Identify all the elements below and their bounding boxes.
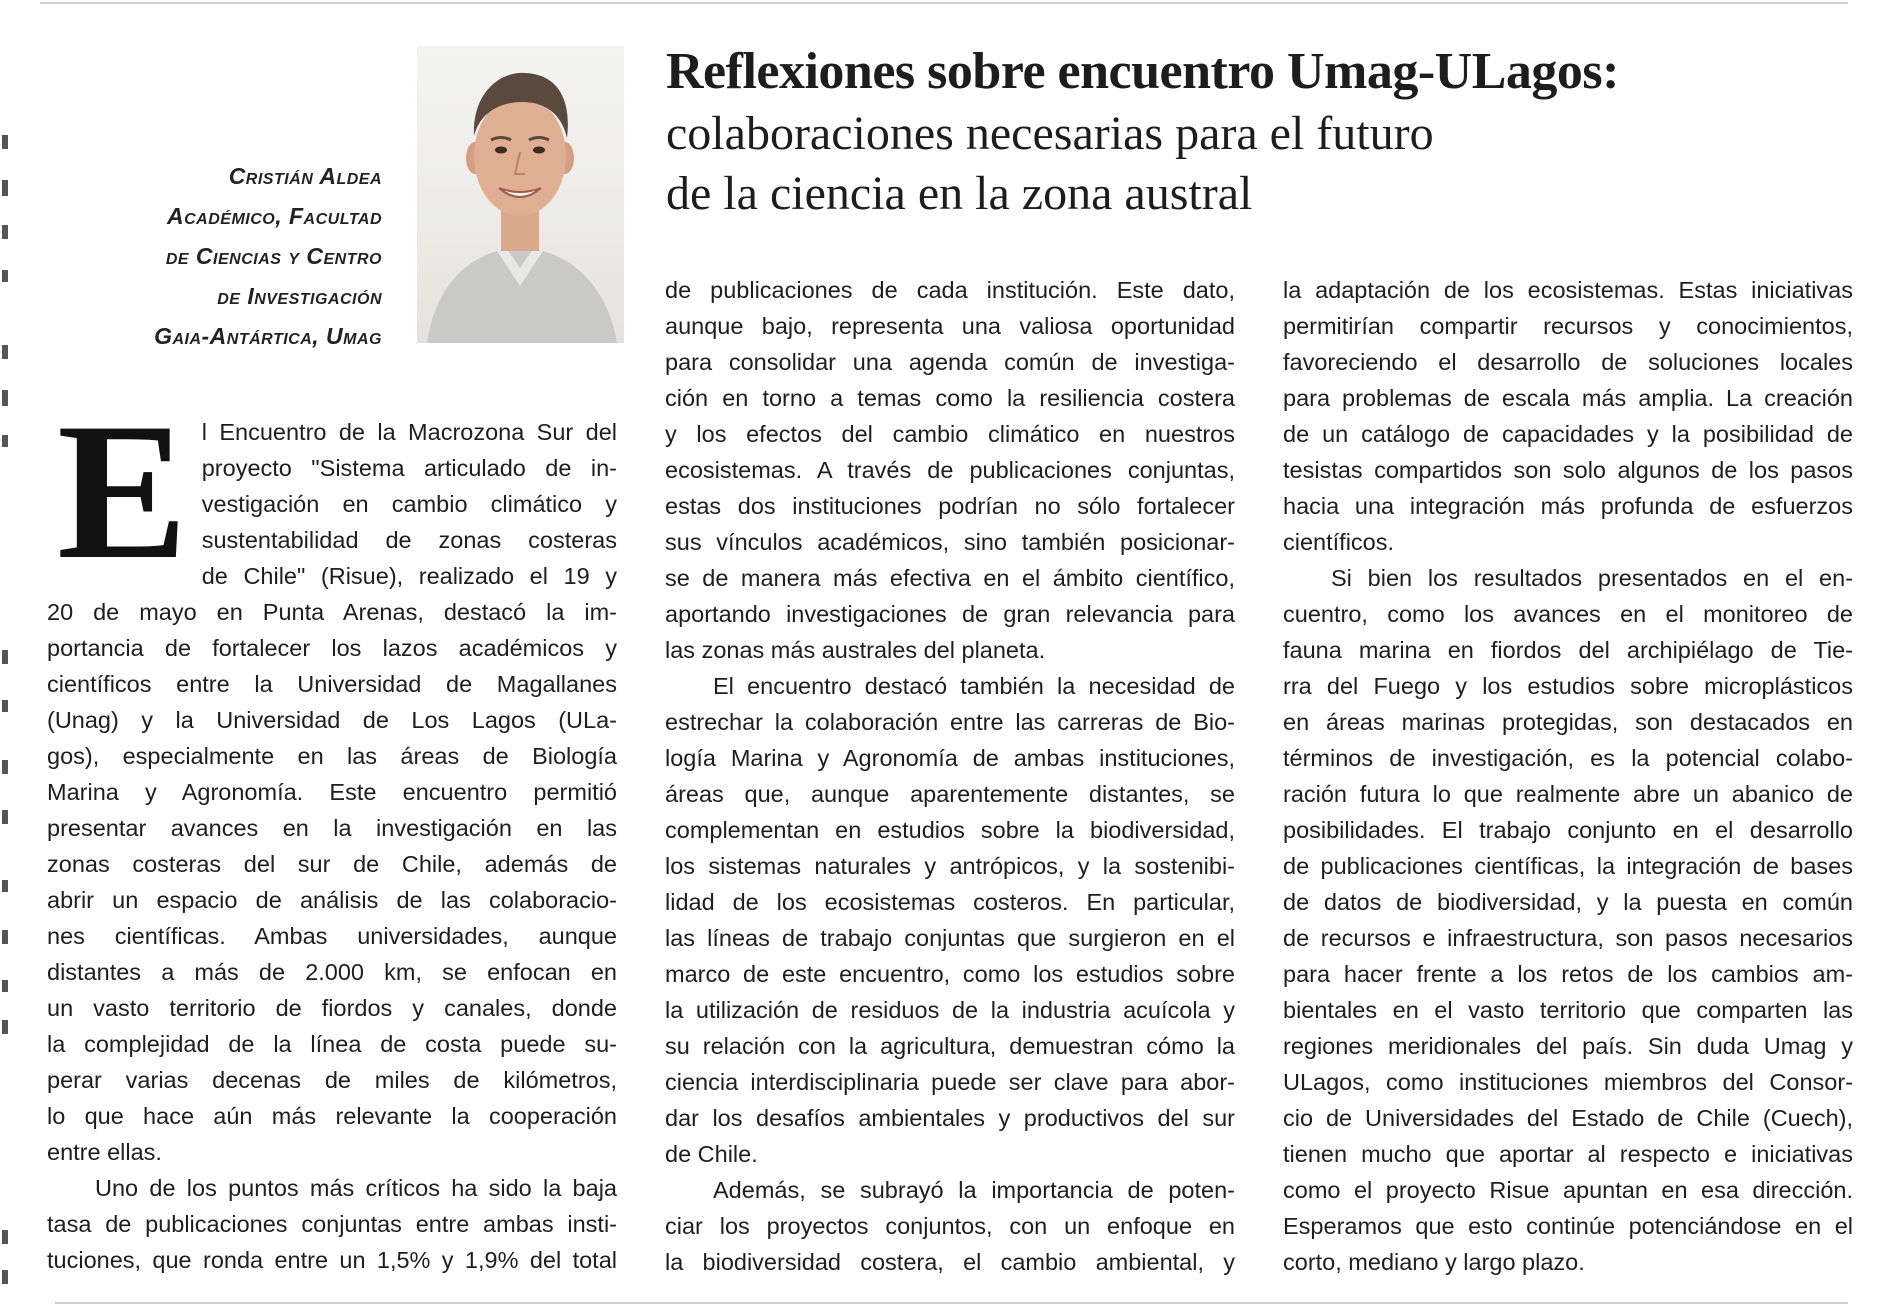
text-line: estrechar la colaboración entre las carreras de Bio- — [665, 709, 1235, 735]
text-line: complementan en estudios sobre la biodiversidad, — [665, 817, 1235, 843]
text-line: logía Marina y Agronomía de ambas instituciones, — [665, 745, 1235, 771]
headline-subtitle-line: colaboraciones necesarias para el futuro — [666, 107, 1434, 160]
author-role-line: Gaia-Antártica, Umag — [154, 323, 382, 349]
text-line: marco de este encuentro, como los estudios sobre — [665, 961, 1235, 987]
text-line: tuciones, que ronda entre un 1,5% y 1,9% del total — [47, 1247, 617, 1273]
text-line: ciencia interdisciplinaria puede ser clave para abor- — [665, 1069, 1235, 1095]
text-line: tesistas compartidos son solo algunos de los pasos — [1283, 457, 1853, 483]
top-rule — [40, 2, 1848, 4]
text-line: la adaptación de los ecosistemas. Estas iniciativas — [1283, 277, 1853, 303]
text-line: en áreas marinas protegidas, son destacados en — [1283, 709, 1853, 735]
author-role-line: de Investigación — [217, 283, 382, 309]
text-line: lidad de los ecosistemas costeros. En particular, — [665, 889, 1235, 915]
text-line: abrir un espacio de análisis de las colaboracio- — [47, 887, 617, 913]
text-line: bientales en el vasto territorio que comparten las — [1283, 997, 1853, 1023]
text-line: ración futura lo que realmente abre un abanico de — [1283, 781, 1853, 807]
author-byline — [100, 156, 382, 356]
text-line: su relación con la agricultura, demuestran cómo la — [665, 1033, 1235, 1059]
text-line: como el proyecto Risue apuntan en esa dirección. — [1283, 1177, 1853, 1203]
article-headline — [666, 40, 1866, 224]
headline-title: Reflexiones sobre encuentro Umag-ULagos: — [666, 43, 1619, 100]
text-line: fauna marina en fiordos del archipiélago de Tie- — [1283, 637, 1853, 663]
text-line: de recursos e infraestructura, son pasos necesarios — [1283, 925, 1853, 951]
text-line: de publicaciones científicas, la integración de bases — [1283, 853, 1853, 879]
text-line: científicos. — [1283, 529, 1395, 555]
text-line: Marina y Agronomía. Este encuentro permitió — [47, 779, 617, 805]
text-line: de un catálogo de capacidades y la posibilidad de — [1283, 421, 1853, 447]
text-line: tienen mucho que aportar al respecto e iniciativas — [1283, 1141, 1853, 1167]
text-line: se de manera más efectiva en el ámbito científico, — [665, 565, 1235, 591]
text-line: 20 de mayo en Punta Arenas, destacó la im- — [47, 599, 617, 625]
text-line: científicos entre la Universidad de Magallanes — [47, 671, 617, 697]
text-line: Además, se subrayó la importancia de poten- — [713, 1177, 1235, 1203]
author-role-line: Académico, Facultad — [167, 203, 382, 229]
text-line: entre ellas. — [47, 1139, 162, 1165]
text-line: permitirían compartir recursos y conocimientos, — [1283, 313, 1853, 339]
text-line: ción en torno a temas como la resiliencia costera — [665, 385, 1235, 411]
text-line: ecosistemas. A través de publicaciones conjuntas, — [665, 457, 1235, 483]
body-column-3 — [1283, 272, 1853, 1280]
text-line: aportando investigaciones de gran relevancia para — [665, 601, 1235, 627]
text-line: portancia de fortalecer los lazos académicos y — [47, 635, 617, 661]
text-line: ULagos, como instituciones miembros del Consor- — [1283, 1069, 1853, 1095]
headline-subtitle-line: de la ciencia en la zona austral — [666, 167, 1253, 220]
portrait-illustration — [417, 46, 624, 343]
text-line: áreas que, aunque aparentemente distantes, se — [665, 781, 1235, 807]
author-name: Cristián Aldea — [228, 163, 382, 189]
text-line: de datos de biodiversidad, y la puesta en común — [1283, 889, 1853, 915]
text-line: regiones meridionales del país. Sin duda Umag y — [1283, 1033, 1853, 1059]
text-line: sustentabilidad de zonas costeras — [201, 527, 617, 553]
text-line: aunque bajo, representa una valiosa oportunidad — [665, 313, 1235, 339]
text-line: lo que hace aún más relevante la cooperación — [47, 1103, 617, 1129]
body-column-2 — [665, 272, 1235, 1280]
text-line: perar varias decenas de miles de kilómetros, — [47, 1067, 617, 1093]
text-line: estas dos instituciones podrían no sólo fortalecer — [665, 493, 1235, 519]
body-column-1 — [47, 383, 617, 1278]
text-line: la utilización de residuos de la industria acuícola y — [665, 997, 1235, 1023]
text-line: Uno de los puntos más críticos ha sido la baja — [95, 1175, 617, 1201]
text-line: proyecto "Sistema articulado de in- — [201, 455, 617, 481]
text-line: de publicaciones de cada institución. Este dato, — [665, 277, 1235, 303]
text-line: cio de Universidades del Estado de Chile (Cuech), — [1283, 1105, 1853, 1131]
text-line: de Chile. — [665, 1141, 758, 1167]
text-line: (Unag) y la Universidad de Los Lagos (ULa- — [47, 707, 617, 733]
text-line: los sistemas naturales y antrópicos, y la sostenibi- — [665, 853, 1235, 879]
text-line: nes científicas. Ambas universidades, aunque — [47, 923, 617, 949]
text-line: términos de investigación, es la potencial colabo- — [1283, 745, 1853, 771]
text-line: para problemas de escala más amplia. La creación — [1283, 385, 1853, 411]
text-line: de Chile" (Risue), realizado el 19 y — [201, 563, 617, 589]
author-photo — [417, 46, 624, 343]
text-line: l Encuentro de la Macrozona Sur del — [201, 419, 617, 445]
text-line: las zonas más australes del planeta. — [665, 637, 1046, 663]
drop-cap: E — [57, 383, 188, 600]
text-line: corto, mediano y largo plazo. — [1283, 1249, 1585, 1275]
text-line: dar los desafíos ambientales y productivos del sur — [665, 1105, 1235, 1131]
text-line: presentar avances en la investigación en las — [47, 815, 617, 841]
text-line: distantes a más de 2.000 km, se enfocan en — [47, 959, 617, 985]
text-line: Si bien los resultados presentados en el en- — [1331, 565, 1853, 591]
author-role-line: de Ciencias y Centro — [165, 243, 382, 269]
text-line: para consolidar una agenda común de investiga- — [665, 349, 1235, 375]
text-line: zonas costeras del sur de Chile, además de — [47, 851, 617, 877]
text-line: sus vínculos académicos, sino también posicionar- — [665, 529, 1235, 555]
text-line: vestigación en cambio climático y — [201, 491, 617, 517]
text-line: las líneas de trabajo conjuntas que surgieron en el — [665, 925, 1235, 951]
text-line: ciar los proyectos conjuntos, con un enfoque en — [665, 1213, 1235, 1239]
text-line: para hacer frente a los retos de los cambios am- — [1283, 961, 1853, 987]
text-line: rra del Fuego y los estudios sobre microplásticos — [1283, 673, 1853, 699]
text-line: la biodiversidad costera, el cambio ambiental, y — [665, 1249, 1235, 1275]
text-line: tasa de publicaciones conjuntas entre ambas insti- — [47, 1211, 617, 1237]
text-line: gos), especialmente en las áreas de Biología — [47, 743, 617, 769]
text-line: y los efectos del cambio climático en nuestros — [665, 421, 1235, 447]
bottom-rule — [55, 1302, 1848, 1304]
text-line: un vasto territorio de fiordos y canales, donde — [47, 995, 617, 1021]
text-line: posibilidades. El trabajo conjunto en el desarrollo — [1283, 817, 1853, 843]
text-line: hacia una integración más profunda de esfuerzos — [1283, 493, 1853, 519]
text-line: la complejidad de la línea de costa puede su- — [47, 1031, 617, 1057]
text-line: favoreciendo el desarrollo de soluciones locales — [1283, 349, 1853, 375]
text-line: cuentro, como los avances en el monitoreo de — [1283, 601, 1853, 627]
text-line: Esperamos que esto continúe potenciándose en el — [1283, 1213, 1853, 1239]
text-line: El encuentro destacó también la necesidad de — [713, 673, 1235, 699]
